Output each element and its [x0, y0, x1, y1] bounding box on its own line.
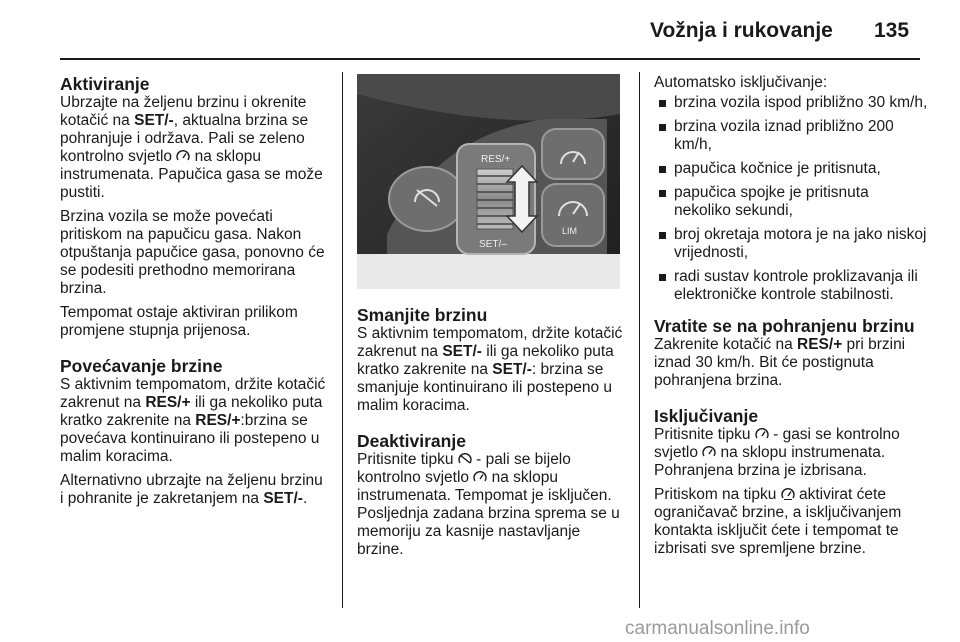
- paragraph: [60, 94, 330, 202]
- key-label: SET/-: [492, 361, 532, 378]
- section-deactivation: [357, 431, 627, 559]
- paragraph: [357, 451, 627, 559]
- speed-limiter-button-icon: [781, 488, 795, 500]
- list-item: brzina vozila iznad približno 200 km/h,: [654, 118, 929, 154]
- key-label: RES/+: [797, 336, 843, 353]
- key-label: SET/-: [134, 112, 174, 129]
- paragraph: Brzina vozila se može povećati pritiskom na papučicu gasa. Nakon otpuštanja papučice gasa, ponovno će se podesiti prethodno memorirana brzina.: [60, 208, 325, 297]
- cruise-cancel-button-icon: [458, 453, 472, 465]
- set-minus-label: SET/–: [479, 239, 507, 250]
- text: pri brzini iznad 30 km/h. Bit će postignuta pohranjena brzina.: [654, 336, 906, 389]
- key-label: RES/+: [145, 394, 191, 411]
- section-heading: Smanjite brzinu: [357, 305, 488, 325]
- key-label: SET/-: [263, 490, 303, 507]
- section-heading: Deaktiviranje: [357, 431, 466, 451]
- section-switch-off: [654, 406, 929, 558]
- section-heading: Isključivanje: [654, 406, 759, 426]
- list-item: radi sustav kontrole proklizavanja ili elektroničke kontrole stabilnosti.: [654, 268, 929, 304]
- res-plus-label: RES/+: [481, 154, 511, 165]
- lim-label: LIM: [562, 226, 578, 236]
- text: : brzina se smanjuje kontinuirano ili postepeno u malim koracima.: [357, 361, 613, 414]
- cruise-control-indicator-icon: [702, 446, 716, 458]
- text: Pritisnite tipku: [357, 451, 458, 468]
- section-activation: [60, 74, 330, 340]
- paragraph: [654, 486, 929, 558]
- text: - pali se bijelo kontrolno svjetlo: [357, 451, 571, 486]
- cruise-control-button-icon: [755, 428, 769, 440]
- section-decrease-speed: [357, 305, 627, 415]
- column-left: [60, 74, 330, 524]
- watermark: carmanualsonline.info: [625, 618, 810, 639]
- list-item: papučica spojke je pritisnuta nekoliko sekundi,: [654, 184, 929, 220]
- list-item: papučica kočnice je pritisnuta,: [654, 160, 929, 178]
- steering-wheel-controls-photo: [357, 74, 620, 289]
- section-increase-speed: [60, 356, 330, 508]
- cruise-control-indicator-icon: [176, 150, 190, 162]
- text: ili ga nekoliko puta kratko zakrenite na: [60, 394, 323, 429]
- paragraph: [357, 325, 627, 415]
- page-number: 135: [874, 19, 910, 42]
- thumbwheel: [477, 169, 513, 229]
- paragraph: [60, 472, 330, 508]
- paragraph: [654, 336, 929, 390]
- auto-off-list: [654, 94, 929, 304]
- text: ili ga nekoliko puta kratko zakrenite na: [357, 343, 614, 378]
- text: Alternativno ubrzajte na željenu brzinu i pohranite je zakretanjem na: [60, 472, 323, 507]
- list-item: brzina vozila ispod približno 30 km/h,: [654, 94, 929, 112]
- column-divider-2: [639, 72, 640, 608]
- text: na sklopu instrumenata. Tempomat je isključen. Posljednja zadana brzina sprema se u memoriju za kasnije nastavljanje brzine.: [357, 469, 620, 558]
- column-divider-1: [342, 72, 343, 608]
- paragraph: [60, 376, 330, 466]
- text: Zakrenite kotačić na: [654, 336, 798, 353]
- list-item: broj okretaja motora je na jako niskoj vrijednosti,: [654, 226, 929, 262]
- section-auto-off: [654, 74, 929, 304]
- paragraph: Tempomat ostaje aktiviran prilikom promjene stupnja prijenosa.: [60, 304, 298, 339]
- column-middle: [357, 305, 627, 575]
- text: S aktivnim tempomatom, držite kotačić zakrenut na: [357, 325, 623, 360]
- section-heading: Vratite se na pohranjenu brzinu: [654, 316, 915, 336]
- text: Ubrzajte na željenu brzinu i okrenite kotačić na: [60, 94, 307, 129]
- section-heading: Aktiviranje: [60, 74, 150, 94]
- paragraph: Automatsko isključivanje:: [654, 74, 828, 91]
- text: Pritisnite tipku: [654, 426, 755, 443]
- key-label: RES/+: [195, 412, 241, 429]
- chapter-title: Vožnja i rukovanje: [650, 19, 833, 42]
- text: , aktualna brzina se pohranjuje i održava. Pali se zeleno kontrolno svjetlo: [60, 112, 309, 165]
- text: na sklopu instrumenata. Pohranjena brzina je izbrisana.: [654, 444, 886, 479]
- text: - gasi se kontrolno svjetlo: [654, 426, 900, 461]
- key-label: SET/-: [442, 343, 482, 360]
- text: Pritiskom na tipku: [654, 486, 781, 503]
- column-right: [654, 74, 929, 574]
- text: na sklopu instrumenata. Papučica gasa se može pustiti.: [60, 148, 323, 201]
- text: S aktivnim tempomatom, držite kotačić zakrenut na: [60, 376, 326, 411]
- cruise-control-indicator-icon: [473, 471, 487, 483]
- paragraph: [654, 426, 929, 480]
- text: .: [302, 490, 308, 507]
- section-heading: Povećavanje brzine: [60, 356, 223, 376]
- resume-button-shape: [542, 129, 604, 179]
- text: :brzina se povećava kontinuirano ili postepeno u malim koracima.: [60, 412, 320, 465]
- text: aktivirat ćete ograničavač brzine, a isključivanjem kontakta isključit ćete i tempomat te izbrisati sve spremljene brzine.: [654, 486, 902, 557]
- header-divider: [60, 58, 920, 60]
- limiter-button-shape: [542, 184, 604, 246]
- section-resume-speed: [654, 316, 929, 390]
